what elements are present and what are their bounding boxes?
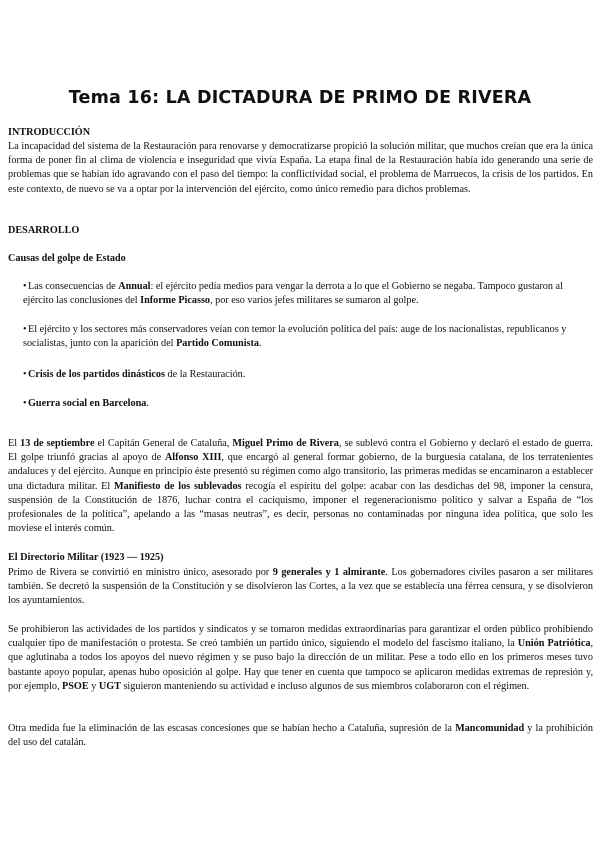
bullet-icon: • [23,369,27,380]
bullet-annual: •Las consecuencias de Annual: el ejército pedía medios para vengar la derrota a lo que el Gobierno se negaba. Tampoco gustaron al ejército las conclusiones del Informe Picasso, por eso varios jefes militares se sumaron al golpe. [23,281,563,307]
intro-paragraph: La incapacidad del sistema de la Restauración para renovarse y democratizarse propició la solución militar, que muchos creían que era la única forma de poner fin al clima de violencia e inseguridad que vivía España. La etapa final de la Restauración había ido generando una serie de problemas que se habían ido agravando con el paso del tiempo: la conflictividad social, el problema de Marruecos, la crisis de los partidos. En este contexto, de nuevo se va a optar por la intervención del ejército, como único remedio para dichos problemas. [8,141,593,195]
golpe-paragraph: El 13 de septiembre el Capitán General de Cataluña, Miguel Primo de Rivera, se sublevó contra el Gobierno y declaró el estado de guerra. El golpe triunfó gracias al apoyo de Alfonso XIII, que encargó al general formar gobierno, de la burguesía catalana, de los terratenientes andaluces y del ejército. Aunque en principio éste presentó su régimen como algo transitorio, las primeras medidas se encaminaron a establecer una dictadura militar. El Manifiesto de los sublevados recogía el espíritu del golpe: acabar con las desdichas del 98, imponer la censura, suspensión de la Constitución de 1876, luchar contra el caciquismo, imponer el regeneracionismo político y salvar a España de “los profesionales de la política”, apelando a las “masas neutras”, es decir, personas no contaminadas por ninguna idea política, que solo les moviese el interés común. [8,438,593,535]
bullet-icon: • [23,398,27,409]
desarrollo-heading: DESARROLLO [8,225,80,236]
bullet-icon: • [23,324,27,335]
causas-heading: Causas del golpe de Estado [8,253,126,264]
intro-heading: INTRODUCCIÓN [8,127,91,138]
bullet-guerra: •Guerra social en Barcelona. [23,397,583,411]
bullet-crisis: •Crisis de los partidos dinásticos de la Restauración. [23,368,583,382]
directorio-paragraph-3: Otra medida fue la eliminación de las escasas concesiones que se habían hecho a Cataluña, supresión de la Mancomunidad y la prohibición del uso del catalán. [8,723,593,749]
bullet-ejercito: •El ejército y los sectores más conservadores veían con temor la evolución política del país: auge de los nacionalistas, republicanos y socialistas, junto con la aparición del Partido Comunista. [23,324,567,350]
directorio-paragraph-2: Se prohibieron las actividades de los partidos y sindicatos y se tomaron medidas extraordinarias para garantizar el orden público prohibiendo cualquier tipo de manifestación o protesta. Se creó también un partido único, siguiendo el modelo del fascismo italiano, la Unión Patriótica, que aglutinaba a todos los apoyos del nuevo régimen y se puso bajo la dirección de un militar. Pese a todo ello en los primeros meses tuvo bastante apoyo popular, apenas hubo oposición al golpe. Hay que tener en cuenta que tampoco se aplicaron medidas extremas de represión y, por ejemplo, PSOE y UGT siguieron manteniendo su actividad e incluso algunos de sus miembros colaboraron con el régimen. [8,624,593,692]
page-title: Tema 16: LA DICTADURA DE PRIMO DE RIVERA [68,88,532,108]
directorio-paragraph-1: Primo de Rivera se convirtió en ministro único, asesorado por 9 generales y 1 almirante. Los gobernadores civiles pasaron a ser militares también. Se decretó la suspensión de la Constitución y se disolvieron las Cortes, a la vez que se establecía una férrea censura, y se disolvieron los ayuntamientos. [8,567,593,607]
directorio-heading: El Directorio Militar (1923 — 1925) [8,552,164,563]
bullet-icon: • [23,281,27,292]
